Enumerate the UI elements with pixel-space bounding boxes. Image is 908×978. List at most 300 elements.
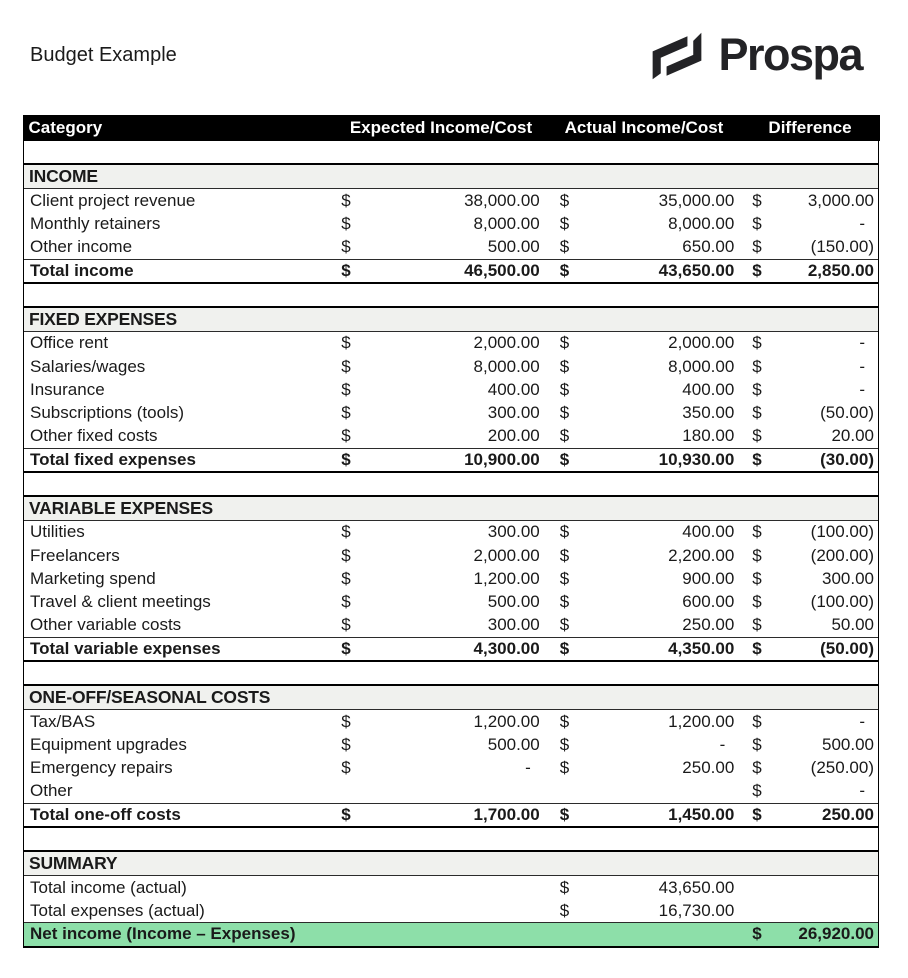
actual-cell xyxy=(547,876,742,899)
expected-cell xyxy=(336,332,547,355)
difference-cell xyxy=(741,756,878,779)
difference-cell xyxy=(741,449,878,471)
table-row xyxy=(24,355,878,378)
currency-symbol: $ xyxy=(559,356,570,376)
currency-symbol: $ xyxy=(559,260,570,280)
difference-cell xyxy=(741,425,878,448)
amount-value: 43,650.00 xyxy=(658,877,735,897)
amount-value: 500.00 xyxy=(487,592,540,612)
actual-cell xyxy=(547,590,742,613)
row-label: Other fixed costs xyxy=(30,426,158,446)
currency-symbol: $ xyxy=(559,545,570,565)
currency-symbol: $ xyxy=(752,190,762,210)
expected-cell xyxy=(336,756,547,779)
table-row xyxy=(24,401,878,424)
expected-cell xyxy=(336,638,547,660)
currency-symbol: $ xyxy=(341,379,351,399)
currency-symbol: $ xyxy=(752,356,762,376)
row-label: Total one-off costs xyxy=(30,804,181,824)
section-title: ONE-OFF/SEASONAL COSTS xyxy=(29,687,271,707)
category-cell xyxy=(24,378,336,401)
category-cell xyxy=(24,614,336,637)
currency-symbol: $ xyxy=(752,638,762,658)
row-label: Marketing spend xyxy=(30,568,156,588)
page-title: Budget Example xyxy=(30,44,177,66)
currency-symbol: $ xyxy=(752,568,762,588)
currency-symbol: $ xyxy=(559,333,570,353)
table-row xyxy=(24,590,878,613)
actual-cell xyxy=(547,401,742,424)
category-cell xyxy=(24,332,336,355)
actual-cell xyxy=(547,710,742,733)
row-label: Subscriptions (tools) xyxy=(30,402,185,422)
amount-value: 2,850.00 xyxy=(807,260,874,280)
section-title: VARIABLE EXPENSES xyxy=(29,497,213,518)
table-row xyxy=(24,544,878,567)
currency-symbol: $ xyxy=(559,757,570,777)
actual-cell xyxy=(547,756,742,779)
amount-value: 10,900.00 xyxy=(464,449,540,469)
currency-symbol: $ xyxy=(752,236,762,256)
amount-value: 1,200.00 xyxy=(473,711,540,731)
section-title: INCOME xyxy=(29,166,98,186)
difference-cell xyxy=(741,710,878,733)
expected-cell xyxy=(336,614,547,637)
spacer-row xyxy=(24,473,878,495)
difference-cell xyxy=(741,212,878,235)
row-label: Salaries/wages xyxy=(30,356,146,376)
table-row xyxy=(24,212,878,235)
row-label: Client project revenue xyxy=(30,190,196,210)
amount-value: 1,200.00 xyxy=(668,711,735,731)
budget-table xyxy=(23,115,879,948)
amount-value: 8,000.00 xyxy=(473,356,540,376)
currency-symbol: $ xyxy=(752,402,762,422)
category-cell xyxy=(24,544,336,567)
actual-cell xyxy=(547,780,742,803)
amount-value: (200.00) xyxy=(810,545,874,565)
expected-cell xyxy=(336,780,547,803)
category-cell xyxy=(24,923,336,945)
section-header xyxy=(24,165,878,189)
currency-symbol: $ xyxy=(341,260,351,280)
spacer-row xyxy=(24,141,878,163)
amount-value: 250.00 xyxy=(682,757,735,777)
expected-cell xyxy=(336,521,547,544)
amount-value: 2,000.00 xyxy=(473,545,540,565)
row-label: Other xyxy=(30,781,73,801)
category-cell xyxy=(24,638,336,660)
currency-symbol: $ xyxy=(341,711,351,731)
amount-value: (30.00) xyxy=(820,449,874,469)
currency-symbol: $ xyxy=(752,545,762,565)
currency-symbol: $ xyxy=(559,734,570,754)
category-cell xyxy=(24,733,336,756)
amount-value: (100.00) xyxy=(810,522,874,542)
table-row xyxy=(24,756,878,779)
amount-value: 400.00 xyxy=(682,522,735,542)
currency-symbol: $ xyxy=(341,545,351,565)
category-cell xyxy=(24,235,336,258)
category-cell xyxy=(24,899,336,922)
difference-cell xyxy=(741,780,878,803)
amount-value: 8,000.00 xyxy=(668,213,735,233)
total-row xyxy=(24,922,878,945)
difference-cell xyxy=(741,235,878,258)
amount-value: 500.00 xyxy=(487,734,540,754)
currency-symbol: $ xyxy=(559,379,570,399)
amount-value: (250.00) xyxy=(810,757,874,777)
category-cell xyxy=(24,355,336,378)
amount-value: 500.00 xyxy=(822,734,874,754)
amount-value: 200.00 xyxy=(487,426,540,446)
difference-cell xyxy=(741,260,878,282)
row-label: Other variable costs xyxy=(30,615,182,635)
currency-symbol: $ xyxy=(559,426,570,446)
expected-cell xyxy=(336,923,547,945)
currency-symbol: $ xyxy=(341,804,351,824)
actual-cell xyxy=(547,260,742,282)
currency-symbol: $ xyxy=(341,402,351,422)
difference-cell xyxy=(741,614,878,637)
currency-symbol: $ xyxy=(559,190,570,210)
amount-value: 4,300.00 xyxy=(473,638,540,658)
currency-symbol: $ xyxy=(559,804,570,824)
amount-value: 2,000.00 xyxy=(473,333,540,353)
actual-cell xyxy=(547,733,742,756)
expected-cell xyxy=(336,804,547,826)
category-cell xyxy=(24,804,336,826)
amount-value: - xyxy=(859,356,865,376)
expected-cell xyxy=(336,260,547,282)
currency-symbol: $ xyxy=(341,615,351,635)
table-row xyxy=(24,567,878,590)
table-row xyxy=(24,899,878,922)
amount-value: 2,000.00 xyxy=(668,333,735,353)
category-cell xyxy=(24,590,336,613)
amount-value: 650.00 xyxy=(682,236,735,256)
amount-value: 8,000.00 xyxy=(473,213,540,233)
actual-cell xyxy=(547,378,742,401)
currency-symbol: $ xyxy=(752,449,762,469)
amount-value: 50.00 xyxy=(831,615,874,635)
budget-section xyxy=(24,306,878,473)
amount-value: 1,450.00 xyxy=(668,804,735,824)
difference-cell xyxy=(741,567,878,590)
table-row xyxy=(24,425,878,448)
currency-symbol: $ xyxy=(341,638,351,658)
actual-cell xyxy=(547,521,742,544)
currency-symbol: $ xyxy=(559,900,570,920)
actual-cell xyxy=(547,804,742,826)
row-label: Total expenses (actual) xyxy=(30,900,205,920)
budget-section xyxy=(24,850,878,948)
table-row xyxy=(24,876,878,899)
table-header-row xyxy=(23,115,880,141)
currency-symbol: $ xyxy=(559,877,570,897)
currency-symbol: $ xyxy=(559,711,570,731)
section-title: FIXED EXPENSES xyxy=(29,308,177,329)
expected-cell xyxy=(336,590,547,613)
budget-section xyxy=(24,495,878,662)
amount-value: 1,700.00 xyxy=(473,804,540,824)
prospa-logo xyxy=(648,24,862,88)
amount-value: - xyxy=(859,379,865,399)
category-cell xyxy=(24,567,336,590)
category-cell xyxy=(24,425,336,448)
expected-cell xyxy=(336,544,547,567)
amount-value: 300.00 xyxy=(487,522,540,542)
row-label: Total income (actual) xyxy=(30,877,187,897)
difference-cell xyxy=(741,521,878,544)
table-row xyxy=(24,235,878,258)
currency-symbol: $ xyxy=(341,757,351,777)
currency-symbol: $ xyxy=(559,213,570,233)
category-cell xyxy=(24,212,336,235)
row-label: Total income xyxy=(30,260,134,280)
amount-value: 3,000.00 xyxy=(807,190,874,210)
row-label: Emergency repairs xyxy=(30,757,173,777)
currency-symbol: $ xyxy=(341,592,351,612)
amount-value: 300.00 xyxy=(822,568,874,588)
currency-symbol: $ xyxy=(559,402,570,422)
currency-symbol: $ xyxy=(752,592,762,612)
difference-cell xyxy=(741,332,878,355)
difference-cell xyxy=(741,544,878,567)
category-cell xyxy=(24,710,336,733)
table-row xyxy=(24,378,878,401)
difference-cell xyxy=(741,733,878,756)
prospa-parallelogram-icon xyxy=(648,24,706,88)
difference-cell xyxy=(741,923,878,945)
actual-cell xyxy=(547,425,742,448)
currency-symbol: $ xyxy=(752,734,762,754)
category-cell xyxy=(24,876,336,899)
amount-value: - xyxy=(859,781,865,801)
expected-cell xyxy=(336,876,547,899)
expected-cell xyxy=(336,378,547,401)
amount-value: 250.00 xyxy=(682,615,735,635)
amount-value: 43,650.00 xyxy=(658,260,735,280)
currency-symbol: $ xyxy=(752,615,762,635)
table-row xyxy=(24,189,878,212)
currency-symbol: $ xyxy=(752,333,762,353)
section-header xyxy=(24,497,878,521)
currency-symbol: $ xyxy=(752,804,762,824)
amount-value: (150.00) xyxy=(810,236,874,256)
currency-symbol: $ xyxy=(752,213,762,233)
currency-symbol: $ xyxy=(559,236,570,256)
currency-symbol: $ xyxy=(752,522,762,542)
row-label: Travel & client meetings xyxy=(30,592,211,612)
row-label: Net income (Income – Expenses) xyxy=(30,924,296,944)
category-cell xyxy=(24,260,336,282)
amount-value: 35,000.00 xyxy=(658,190,735,210)
category-cell xyxy=(24,189,336,212)
section-header xyxy=(24,308,878,332)
total-row xyxy=(24,259,878,282)
amount-value: 2,200.00 xyxy=(668,545,735,565)
amount-value: (50.00) xyxy=(820,638,874,658)
expected-cell xyxy=(336,710,547,733)
row-label: Freelancers xyxy=(30,545,120,565)
actual-cell xyxy=(547,355,742,378)
actual-cell xyxy=(547,544,742,567)
total-row xyxy=(24,637,878,660)
budget-section xyxy=(24,163,878,284)
table-row xyxy=(24,733,878,756)
actual-cell xyxy=(547,923,742,945)
amount-value: - xyxy=(719,734,726,754)
currency-symbol: $ xyxy=(752,757,762,777)
spacer-row xyxy=(24,284,878,306)
currency-symbol: $ xyxy=(559,522,570,542)
category-cell xyxy=(24,401,336,424)
currency-symbol: $ xyxy=(752,260,762,280)
currency-symbol: $ xyxy=(752,711,762,731)
currency-symbol: $ xyxy=(752,379,762,399)
currency-symbol: $ xyxy=(341,213,351,233)
currency-symbol: $ xyxy=(341,236,351,256)
difference-cell xyxy=(741,899,878,922)
column-header-category: Category xyxy=(28,118,103,137)
expected-cell xyxy=(336,401,547,424)
table-row xyxy=(24,332,878,355)
amount-value: 400.00 xyxy=(682,379,735,399)
row-label: Tax/BAS xyxy=(30,711,96,731)
amount-value: 500.00 xyxy=(487,236,540,256)
row-label: Total variable expenses xyxy=(30,638,221,658)
difference-cell xyxy=(741,355,878,378)
currency-symbol: $ xyxy=(559,568,570,588)
row-label: Total fixed expenses xyxy=(30,449,196,469)
amount-value: 10,930.00 xyxy=(658,449,735,469)
category-cell xyxy=(24,449,336,471)
amount-value: 180.00 xyxy=(682,426,735,446)
actual-cell xyxy=(547,899,742,922)
amount-value: 4,350.00 xyxy=(668,638,735,658)
expected-cell xyxy=(336,449,547,471)
currency-symbol: $ xyxy=(341,356,351,376)
document-topbar xyxy=(30,22,880,94)
expected-cell xyxy=(336,235,547,258)
expected-cell xyxy=(336,355,547,378)
difference-cell xyxy=(741,189,878,212)
expected-cell xyxy=(336,212,547,235)
expected-cell xyxy=(336,899,547,922)
amount-value: 46,500.00 xyxy=(464,260,540,280)
expected-cell xyxy=(336,733,547,756)
column-header-difference: Difference xyxy=(768,118,852,137)
amount-value: - xyxy=(525,757,531,777)
category-cell xyxy=(24,521,336,544)
amount-value: (100.00) xyxy=(810,592,874,612)
currency-symbol: $ xyxy=(559,592,570,612)
table-row xyxy=(24,710,878,733)
category-cell xyxy=(24,780,336,803)
amount-value: 900.00 xyxy=(682,568,735,588)
currency-symbol: $ xyxy=(559,615,570,635)
currency-symbol: $ xyxy=(341,734,351,754)
section-header xyxy=(24,852,878,876)
spacer-row xyxy=(24,828,878,850)
table-row xyxy=(24,614,878,637)
row-label: Office rent xyxy=(30,333,109,353)
category-cell xyxy=(24,756,336,779)
row-label: Utilities xyxy=(30,522,85,542)
amount-value: - xyxy=(859,333,865,353)
amount-value: 20.00 xyxy=(831,426,874,446)
table-row xyxy=(24,780,878,803)
expected-cell xyxy=(336,567,547,590)
amount-value: 8,000.00 xyxy=(668,356,735,376)
column-header-expected: Expected Income/Cost xyxy=(349,118,533,137)
section-title: SUMMARY xyxy=(29,852,118,873)
amount-value: 350.00 xyxy=(682,402,735,422)
currency-symbol: $ xyxy=(559,449,570,469)
expected-cell xyxy=(336,425,547,448)
currency-symbol: $ xyxy=(752,781,762,801)
row-label: Equipment upgrades xyxy=(30,734,187,754)
currency-symbol: $ xyxy=(341,190,351,210)
difference-cell xyxy=(741,876,878,899)
amount-value: (50.00) xyxy=(820,402,874,422)
actual-cell xyxy=(547,638,742,660)
actual-cell xyxy=(547,332,742,355)
amount-value: 16,730.00 xyxy=(658,900,735,920)
budget-section xyxy=(24,684,878,828)
actual-cell xyxy=(547,212,742,235)
actual-cell xyxy=(547,189,742,212)
amount-value: 1,200.00 xyxy=(473,568,540,588)
currency-symbol: $ xyxy=(341,426,351,446)
actual-cell xyxy=(547,567,742,590)
row-label: Insurance xyxy=(30,379,105,399)
currency-symbol: $ xyxy=(341,568,351,588)
difference-cell xyxy=(741,638,878,660)
amount-value: 250.00 xyxy=(822,804,874,824)
difference-cell xyxy=(741,378,878,401)
actual-cell xyxy=(547,449,742,471)
brand-wordmark: Prospa xyxy=(718,28,862,80)
table-body xyxy=(24,141,878,948)
amount-value: - xyxy=(859,711,865,731)
row-label: Other income xyxy=(30,236,133,256)
amount-value: 600.00 xyxy=(682,592,735,612)
difference-cell xyxy=(741,401,878,424)
amount-value: 300.00 xyxy=(487,402,540,422)
currency-symbol: $ xyxy=(752,924,762,944)
currency-symbol: $ xyxy=(341,449,351,469)
spacer-row xyxy=(24,662,878,684)
difference-cell xyxy=(741,804,878,826)
total-row xyxy=(24,803,878,826)
currency-symbol: $ xyxy=(341,522,351,542)
currency-symbol: $ xyxy=(341,333,351,353)
table-row xyxy=(24,521,878,544)
expected-cell xyxy=(336,189,547,212)
difference-cell xyxy=(741,590,878,613)
actual-cell xyxy=(547,235,742,258)
currency-symbol: $ xyxy=(752,426,762,446)
total-row xyxy=(24,448,878,471)
row-label: Monthly retainers xyxy=(30,213,161,233)
amount-value: - xyxy=(859,213,865,233)
currency-symbol: $ xyxy=(559,638,570,658)
amount-value: 38,000.00 xyxy=(464,190,540,210)
amount-value: 400.00 xyxy=(487,379,540,399)
actual-cell xyxy=(547,614,742,637)
